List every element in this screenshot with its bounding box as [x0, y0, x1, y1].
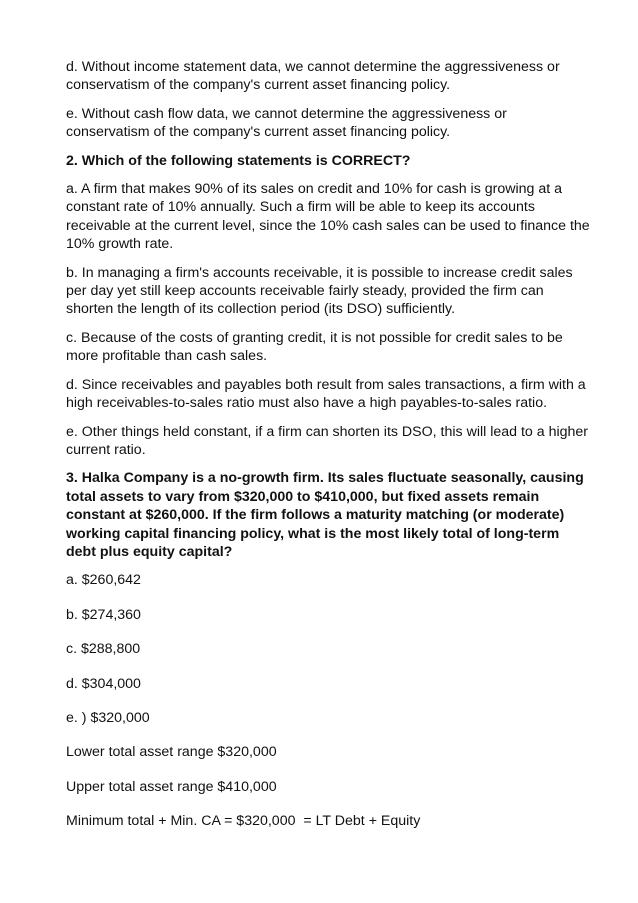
minimum-total-calculation: Minimum total + Min. CA = $320,000 = LT Debt + Equity — [66, 813, 421, 830]
question-2-heading: 2. Which of the following statements is CORRECT? — [66, 152, 411, 169]
question-2-option-d: d. Since receivables and payables both result from sales transactions, a firm with a high receivables-to-sales ratio must also have a high payables-to-sales ratio. — [66, 376, 586, 412]
option-d-income-statement: d. Without income statement data, we cannot determine the aggressiveness or conservatism of the company's current asset financing policy. — [66, 59, 560, 94]
question-3-option-c: c. $288,800 — [66, 641, 141, 658]
question-3-option-b: b. $274,360 — [66, 606, 141, 623]
question-3-heading: 3. Halka Company is a no-growth firm. Its sales fluctuate seasonally, causing total assets to vary from $320,000 to $410,000, but fixed assets remain constant at $260,000. If the firm follows a maturity matching (or moderate) working capital financing policy, what is the most likely total of long-term debt plus equity capital? — [66, 470, 584, 560]
document-body — [66, 58, 591, 847]
question-3-option-d: d. $304,000 — [66, 675, 141, 692]
lower-total-asset-range: Lower total asset range $320,000 — [66, 744, 277, 761]
question-2-option-c: c. Because of the costs of granting credit, it is not possible for credit sales to be more profitable than cash sales. — [66, 329, 563, 365]
question-2-option-a: a. A firm that makes 90% of its sales on credit and 10% for cash is growing at a constant rate of 10% annually. Such a firm will be able to keep its accounts receivable at the current level, since the 10% cash sales can be used to finance the 10% growth rate. — [66, 181, 590, 253]
question-2-option-b: b. In managing a firm's accounts receivable, it is possible to increase credit sales per day yet still keep accounts receivable fairly steady, provided the firm can shorten the length of its collection period (its DSO) sufficiently. — [66, 264, 573, 318]
option-e-cash-flow: e. Without cash flow data, we cannot determine the aggressiveness or conservatism of the company's current asset financing policy. — [66, 105, 507, 141]
question-2-option-e: e. Other things held constant, if a firm can shorten its DSO, this will lead to a higher current ratio. — [66, 423, 589, 458]
question-3-option-e: e. ) $320,000 — [66, 709, 150, 726]
upper-total-asset-range: Upper total asset range $410,000 — [66, 778, 277, 795]
question-3-option-a: a. $260,642 — [66, 572, 141, 589]
